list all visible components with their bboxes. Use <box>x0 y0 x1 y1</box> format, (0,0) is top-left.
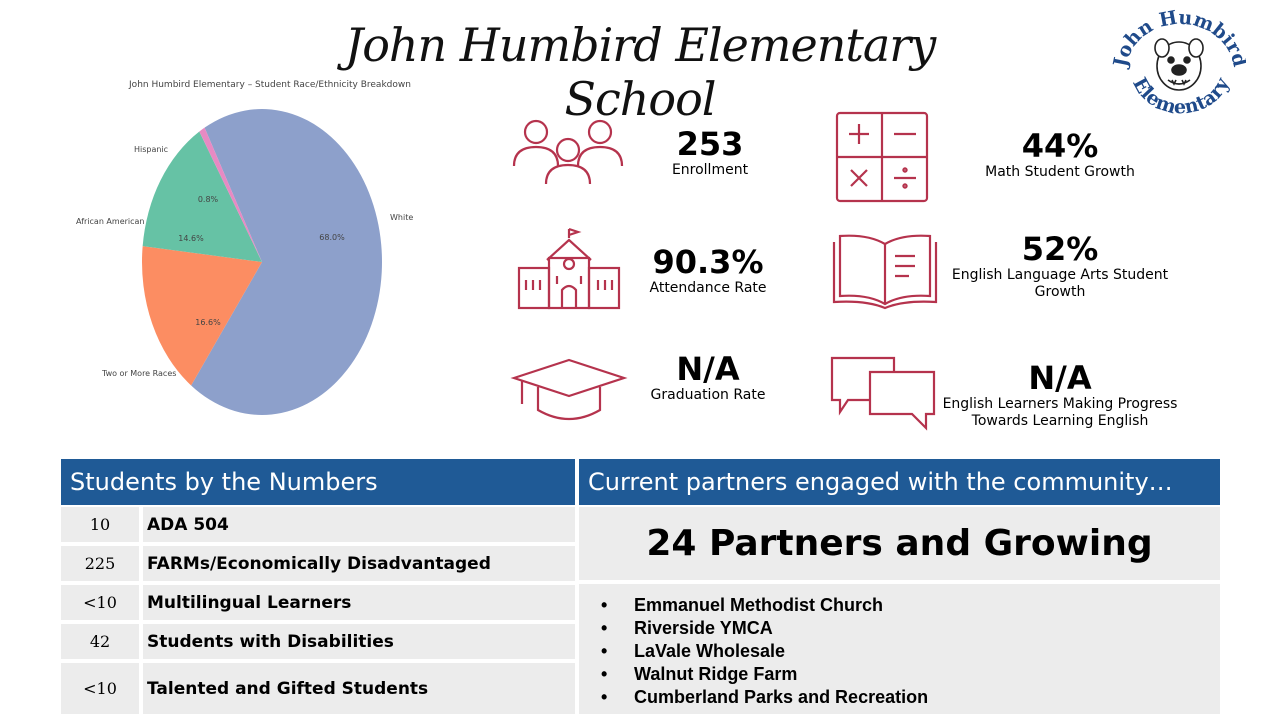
graduation-value: N/A <box>676 350 740 388</box>
page-title: John Humbird Elementary School <box>344 18 936 126</box>
school-building-icon <box>516 226 622 312</box>
row-separator <box>139 585 143 620</box>
partners-count-box <box>579 507 1220 580</box>
math-label: Math Student Growth <box>985 164 1135 180</box>
attendance-label: Attendance Rate <box>649 280 767 296</box>
student-row-label: FARMs/Economically Disadvantaged <box>147 553 491 574</box>
pie-category-label: White <box>390 213 414 222</box>
student-row-label: Students with Disabilities <box>147 631 394 652</box>
partner-item: • Riverside YMCA <box>601 617 928 640</box>
school-logo <box>1112 8 1246 120</box>
stat-english-learners <box>930 360 1190 430</box>
pie-category-label: Hispanic <box>134 145 169 154</box>
speech-bubbles-icon <box>828 354 938 432</box>
el-label-line1: English Learners Making Progress <box>942 396 1178 412</box>
math-operations-icon <box>834 110 930 204</box>
stat-enrollment <box>640 126 780 179</box>
pie-percent-label: 68.0% <box>319 233 345 242</box>
graduation-label: Graduation Rate <box>650 387 766 403</box>
student-row <box>61 507 575 542</box>
student-row <box>61 624 575 659</box>
math-value: 44% <box>1021 127 1099 165</box>
pie-category-label: Two or More Races <box>102 369 177 378</box>
student-row-count: 42 <box>89 632 111 651</box>
student-row-label: ADA 504 <box>147 514 229 535</box>
pie-percent-label: 0.8% <box>197 195 219 204</box>
student-row-label: Multilingual Learners <box>147 592 352 613</box>
partner-item: • Cumberland Parks and Recreation <box>601 686 928 709</box>
open-book-icon <box>830 230 940 312</box>
pie-percent-label: 16.6% <box>195 318 221 327</box>
stat-ela <box>940 231 1180 301</box>
ela-value: 52% <box>1021 230 1099 268</box>
partner-item: • Walnut Ridge Farm <box>601 663 928 686</box>
attendance-value: 90.3% <box>652 243 764 281</box>
row-separator <box>139 507 143 542</box>
race-ethnicity-pie-chart <box>60 74 480 444</box>
stat-attendance <box>630 244 786 297</box>
stat-graduation <box>630 351 786 404</box>
partners-heading: Current partners engaged with the community… <box>579 459 1220 505</box>
partners-count: 24 Partners and Growing <box>646 523 1153 564</box>
stat-math <box>960 128 1160 181</box>
people-icon <box>510 116 626 188</box>
student-row-count: <10 <box>83 679 117 698</box>
student-row <box>61 585 575 620</box>
enrollment-value: 253 <box>676 125 744 163</box>
el-value: N/A <box>1028 359 1092 397</box>
student-row <box>61 546 575 581</box>
student-row-label: Talented and Gifted Students <box>147 678 429 699</box>
partners-list <box>601 594 928 709</box>
pie-category-label: African American <box>76 217 145 226</box>
partner-item: • Emmanuel Methodist Church <box>601 594 928 617</box>
row-separator <box>139 546 143 581</box>
row-separator <box>139 663 143 714</box>
partners-list-box <box>579 584 1220 714</box>
graduation-cap-icon <box>510 356 628 424</box>
enrollment-label: Enrollment <box>671 162 749 178</box>
row-separator <box>139 624 143 659</box>
student-row-count: 225 <box>84 554 116 573</box>
students-heading: Students by the Numbers <box>61 459 575 505</box>
svg-text:John Humbird: ohn Humbir <box>1112 8 1246 61</box>
pie-percent-label: 14.6% <box>178 234 204 243</box>
ela-label-line2: Growth <box>1034 284 1086 300</box>
chart-title: John Humbird Elementary – Student Race/Ethnicity Breakdown <box>129 80 411 90</box>
ela-label-line1: English Language Arts Student <box>951 267 1169 283</box>
bulldog-icon <box>1155 39 1203 90</box>
el-label-line2: Towards Learning English <box>971 413 1149 429</box>
svg-text:Elementary: Elementary <box>1128 73 1234 119</box>
student-row-count: 10 <box>89 515 111 534</box>
student-row <box>61 663 575 714</box>
partner-item: • LaVale Wholesale <box>601 640 928 663</box>
student-row-count: <10 <box>83 593 117 612</box>
